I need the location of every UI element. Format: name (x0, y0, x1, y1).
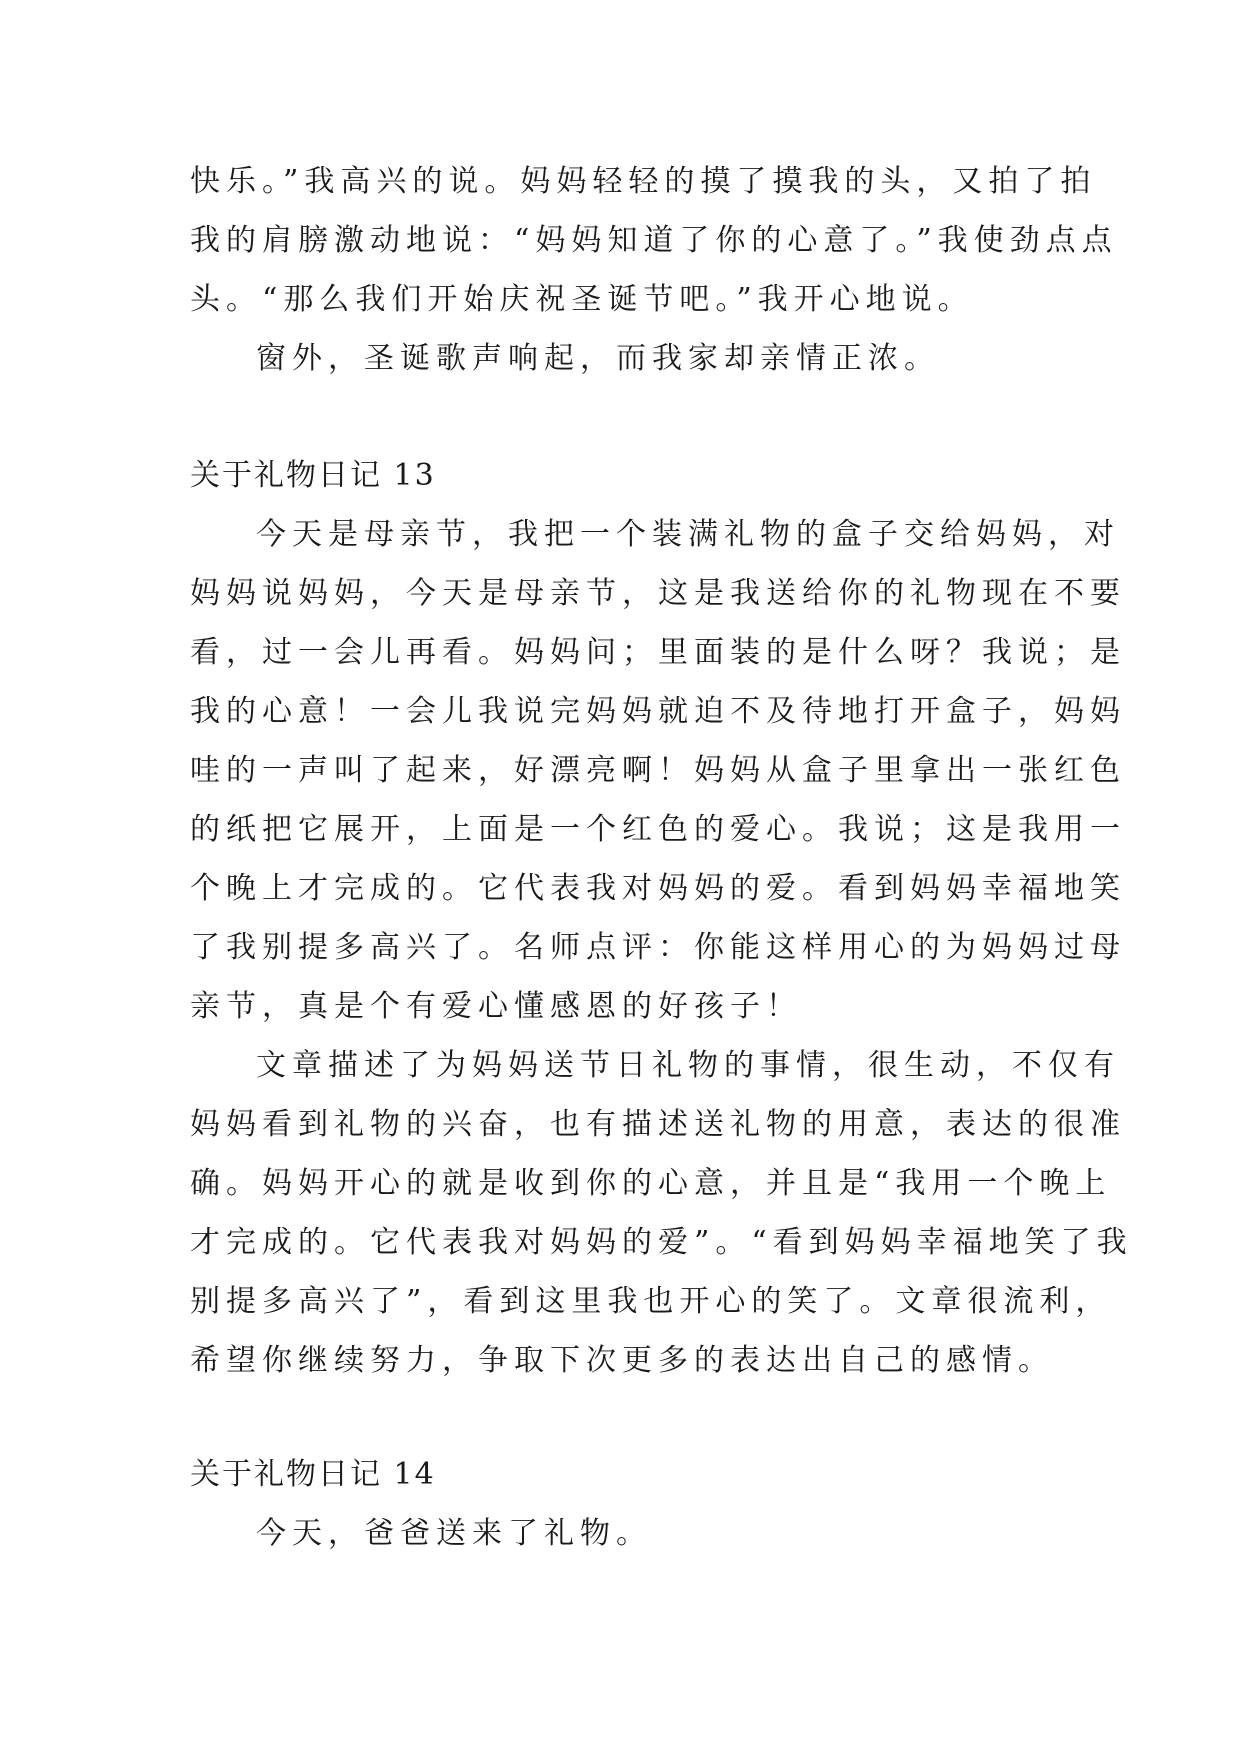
paragraph-line: 快乐。”我高兴的说。妈妈轻轻的摸了摸我的头，又拍了拍 (190, 164, 1097, 199)
paragraph-line: 哇的一声叫了起来，好漂亮啊！妈妈从盒子里拿出一张红色 (190, 753, 1126, 788)
closing-line: 窗外，圣诞歌声响起，而我家却亲情正浓。 (256, 341, 940, 376)
paragraph-line: 确。妈妈开心的就是收到你的心意，并且是“我用一个晚上 (190, 1166, 1112, 1201)
paragraph-line: 我的心意！一会儿我说完妈妈就迫不及待地打开盒子，妈妈 (190, 694, 1126, 729)
paragraph-line: 的纸把它展开，上面是一个红色的爱心。我说；这是我用一 (190, 812, 1126, 847)
paragraph-line: 看，过一会儿再看。妈妈问；里面装的是什么呀？我说；是 (190, 635, 1126, 670)
paragraph-line: 今天是母亲节，我把一个装满礼物的盒子交给妈妈，对 (256, 517, 1120, 552)
paragraph-line: 妈妈看到礼物的兴奋，也有描述送礼物的用意，表达的很准 (190, 1107, 1126, 1142)
paragraph-line: 头。“那么我们开始庆祝圣诞节吧。”我开心地说。 (190, 282, 974, 317)
paragraph-line: 个晚上才完成的。它代表我对妈妈的爱。看到妈妈幸福地笑 (190, 871, 1126, 906)
paragraph-line: 妈妈说妈妈，今天是母亲节，这是我送给你的礼物现在不要 (190, 576, 1126, 611)
previous-entry-continuation (190, 152, 1118, 388)
paragraph-line: 我的肩膀激动地说：“妈妈知道了你的心意了。”我使劲点点 (190, 223, 1118, 258)
paragraph-line: 希望你继续努力，争取下次更多的表达出自己的感情。 (190, 1343, 1054, 1378)
paragraph-line: 文章描述了为妈妈送节日礼物的事情，很生动，不仅有 (256, 1048, 1120, 1083)
entry-heading: 关于礼物日记 14 (190, 1457, 436, 1492)
entry-heading: 关于礼物日记 13 (190, 458, 436, 493)
paragraph-line: 才完成的。它代表我对妈妈的爱”。“看到妈妈幸福地笑了我 (190, 1225, 1133, 1260)
paragraph-line: 别提多高兴了”，看到这里我也开心的笑了。文章很流利， (190, 1284, 1112, 1319)
paragraph-line: 今天，爸爸送来了礼物。 (256, 1516, 652, 1551)
paragraph-line: 了我别提多高兴了。名师点评：你能这样用心的为妈妈过母 (190, 930, 1126, 965)
paragraph-line: 亲节，真是个有爱心懂感恩的好孩子！ (190, 989, 802, 1024)
diary-entry-13 (190, 446, 1133, 1390)
diary-entry-14 (190, 1445, 1060, 1563)
